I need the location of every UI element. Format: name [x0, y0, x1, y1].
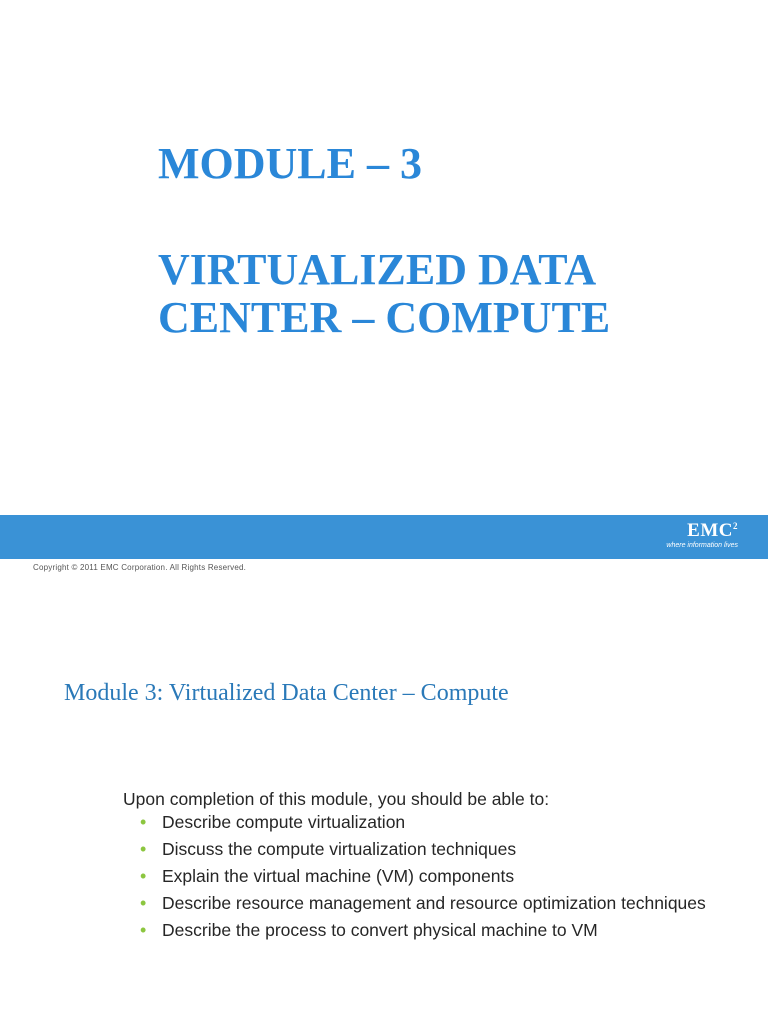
- module-title-line-1: MODULE – 3: [158, 139, 422, 188]
- bullet-icon: •: [140, 866, 147, 886]
- objective-text: Explain the virtual machine (VM) components: [162, 866, 515, 886]
- slide-title: Module 3: Virtualized Data Center – Compute: [64, 680, 509, 706]
- footer-bar: [0, 515, 768, 559]
- list-item: [140, 811, 720, 834]
- objective-text: Describe the process to convert physical machine to VM: [162, 920, 598, 940]
- objectives-intro: Upon completion of this module, you should be able to:: [123, 789, 550, 809]
- bullet-icon: •: [140, 920, 147, 940]
- list-item: [140, 865, 720, 888]
- emc-logo: [666, 521, 738, 550]
- list-item: [140, 919, 720, 942]
- objectives-list: [140, 811, 720, 946]
- module-title-line-2: VIRTUALIZED DATA: [158, 245, 597, 294]
- objective-text: Discuss the compute virtualization techniques: [162, 839, 517, 859]
- list-item: [140, 892, 720, 915]
- copyright-notice: Copyright © 2011 EMC Corporation. All Rights Reserved.: [33, 563, 247, 572]
- module-title: [158, 140, 738, 342]
- objective-text: Describe resource management and resource optimization techniques: [162, 893, 706, 913]
- logo-text: EMC: [687, 520, 733, 541]
- list-item: [140, 838, 720, 861]
- module-title-line-3: CENTER – COMPUTE: [158, 293, 611, 342]
- logo-superscript: 2: [733, 521, 738, 531]
- bullet-icon: •: [140, 893, 147, 913]
- bullet-icon: •: [140, 839, 147, 859]
- bullet-icon: •: [140, 812, 147, 832]
- logo-tagline: where information lives: [666, 542, 738, 549]
- objective-text: Describe compute virtualization: [162, 812, 406, 832]
